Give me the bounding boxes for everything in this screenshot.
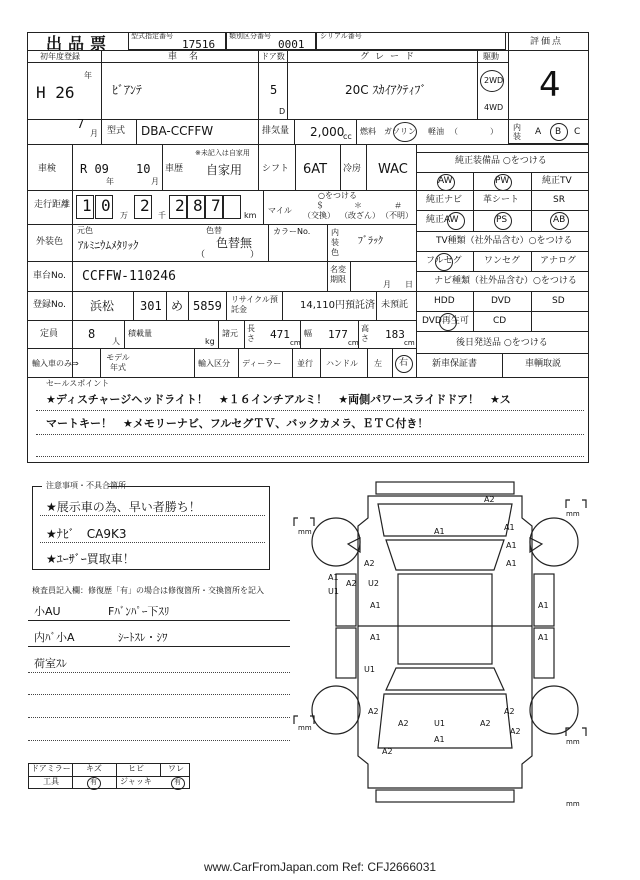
mileage-sen: 千 [158, 211, 166, 220]
later-warranty: 新車保証書 [432, 359, 478, 369]
inspection-month: 10 [136, 162, 151, 176]
mileage-digit-4: 2 [175, 196, 185, 215]
inspection-era: R 09 [80, 162, 109, 176]
equip-ab: AB [553, 215, 566, 225]
legend-crack: ヒビ [128, 764, 144, 773]
equip-sr: SR [553, 195, 565, 205]
score-label: 評価点 [530, 37, 564, 47]
notes-line-1: ★展示車の為、早い者勝ち！ [46, 500, 201, 514]
reg-area: 浜松 [90, 299, 115, 313]
tire-rr-unit: mm [566, 738, 580, 746]
tv-label: TV種類（社外品含む）○をつける [436, 236, 573, 246]
width-label: 幅 [304, 329, 312, 338]
doors-label: ドア数 [261, 52, 285, 61]
dmg-l-u2: U2 [368, 579, 379, 588]
car-name-value: ﾋﾞｱﾝﾃ [112, 83, 143, 97]
name-change-month: 月 [383, 280, 391, 289]
tire-lr-unit: mm [298, 724, 312, 732]
legend-tools-circle [87, 777, 101, 790]
type-no-value: 17516 [182, 38, 216, 51]
interior-a: A [535, 127, 542, 137]
legend-jack: ジャッキ [120, 777, 152, 786]
fuel-gasoline-circle [393, 122, 417, 142]
import-div-label: 輸入区分 [198, 359, 230, 368]
height-label: 高さ [361, 324, 369, 343]
tire-rf-unit: mm [566, 510, 580, 518]
mileage-digit-3: 2 [140, 196, 150, 215]
model-year-label: モデル年式 [106, 353, 130, 372]
dmg-lr-a2: A2 [368, 707, 379, 716]
width-cm: cm [348, 339, 359, 347]
tv-fullseg: フルセグ [426, 256, 462, 266]
later-label: 後日発送品 ○をつける [456, 338, 548, 348]
mileage-digit-5: 8 [193, 196, 203, 215]
capacity-label: 定員 [40, 329, 59, 339]
navi-hdd: HDD [434, 296, 455, 306]
first-reg-era: H 26 [36, 83, 75, 102]
equip-genuine-aw: 純正AW [426, 215, 459, 225]
ac-label: 冷房 [343, 164, 362, 174]
notes-line-2: ★ﾅﾋﾞ CA9K3 [46, 527, 127, 541]
first-reg-month: 7 [77, 117, 85, 131]
name-change-day: 日 [405, 280, 413, 289]
mileage-digit-2: 0 [101, 196, 111, 215]
inspector-line-2a: 内ﾊﾞ小A [34, 631, 75, 644]
model-label: 型式 [107, 126, 126, 136]
interior-b-circle [550, 123, 568, 141]
mileage-digit-6: 7 [211, 196, 221, 215]
equip-genuine-tv: 純正TV [542, 176, 572, 186]
equip-aw: AW [438, 176, 453, 186]
sales-line-1: ★ディスチャージヘッドライト！ ★１６インチアルミ！ ★両側パワースライドドア！ ★ス [46, 393, 511, 406]
handle-right-circle [395, 355, 413, 373]
doors-suffix: D [279, 107, 286, 116]
recycle-label: リサイクル預託金 [231, 295, 278, 314]
dmg-bumper-a2: A2 [382, 747, 393, 756]
equip-pw-circle [494, 174, 512, 191]
reg-kana: め [171, 299, 184, 313]
equip-genuine-navi: 純正ナビ [426, 195, 463, 205]
grade-value: 20C ｽｶｲｱｸﾃｨﾌﾞ [345, 83, 427, 97]
capacity-unit: 人 [112, 337, 120, 346]
mileage-man: 万 [120, 211, 128, 220]
load-unit: kg [205, 337, 215, 346]
legend-mirror: ドアミラー [31, 764, 71, 773]
color-now-value: 色替無 [216, 236, 253, 250]
usage-note: ※未記入は自家用 [195, 149, 250, 157]
notes-line-3: ★ﾕｰｻﾞｰ買取車！ [46, 552, 135, 566]
navi-sd: SD [552, 296, 565, 306]
meter-unknown-1: ＃ [394, 201, 402, 210]
chassis-label: 車台No. [33, 271, 66, 281]
notes-label: 注意事項・不具合箇所 [46, 481, 126, 490]
color-no-label: カラーNo. [273, 227, 311, 236]
length-label: 長さ [247, 324, 255, 343]
color-paren: （ ） [196, 250, 260, 260]
tv-oneseg: ワンセグ [484, 256, 521, 266]
meter-tamper-1: ＊ [354, 201, 362, 210]
equip-pw: PW [495, 176, 510, 186]
interior-c: C [574, 127, 581, 137]
first-reg-month-unit: 月 [90, 129, 98, 138]
navi-dvd: DVD [491, 296, 511, 306]
displacement-value: 2,000 [310, 125, 345, 139]
legend-jack-mark: 有 [174, 778, 181, 786]
name-change-label: 名変期限 [330, 265, 346, 284]
handle-label: ハンドル [326, 359, 358, 368]
navi-label: ナビ種類（社外品含む）○をつける [434, 276, 577, 286]
equip-ps: PS [496, 215, 508, 225]
drive-4wd: 4WD [484, 103, 504, 112]
inspection-month-unit: 月 [151, 177, 159, 186]
equip-leather: 革シート [483, 195, 520, 205]
footer-ref: www.CarFromJapan.com Ref: CFJ2666031 [203, 860, 437, 874]
tv-fullseg-circle [435, 253, 453, 271]
shift-label: シフト [262, 164, 290, 174]
displacement-unit: cc [343, 132, 352, 141]
length-value: 471 [270, 328, 290, 341]
meter-swap-2: （交換） [303, 211, 335, 220]
interior-color-value: ﾌﾞﾗｯｸ [358, 236, 383, 247]
handle-left: 左 [374, 359, 382, 368]
page-title: 出品票 [46, 34, 113, 53]
dmg-trunk-a1: A1 [434, 735, 445, 744]
legend-tools-mark: 有 [90, 778, 97, 786]
first-reg-year-unit: 年 [84, 71, 92, 80]
meter-unknown-2: （不明） [381, 211, 413, 220]
color-orig-value: ｱﾙﾐﾆｳﾑﾒﾀﾘｯｸ [78, 239, 139, 252]
meter-mile: マイル [268, 206, 292, 215]
dmg-l-a2: A2 [346, 579, 357, 588]
width-value: 177 [328, 328, 348, 341]
model-value: DBA-CCFFW [141, 124, 214, 138]
meter-swap-1: ＄ [316, 201, 324, 210]
legend-break: ワレ [168, 764, 184, 773]
equip-ab-circle [550, 212, 569, 230]
dmg-hood-a2: A2 [484, 495, 495, 504]
genuine-label: 純正装備品 ○をつける [455, 156, 547, 166]
inspector-line-1a: 小AU [34, 605, 61, 618]
dmg-l-u1: U1 [328, 587, 339, 596]
load-label: 積載量 [128, 329, 152, 338]
inspector-line-1b: Fﾊﾞﾝﾊﾟｰ下ｽﾘ [108, 605, 170, 618]
capacity-value: 8 [88, 327, 96, 341]
import-label: 輸入車のみ⇒ [32, 359, 79, 368]
serial-label: シリアル番号 [320, 32, 362, 40]
dmg-front-a1: A1 [434, 527, 445, 536]
dmg-l-a1: A1 [328, 573, 339, 582]
color-orig-label: 元色 [77, 226, 93, 235]
meter-note: ○をつける [318, 191, 357, 200]
score-value: 4 [539, 65, 561, 105]
usage-label: 車歴 [165, 164, 184, 174]
dmg-rear-a2: A2 [398, 719, 409, 728]
mileage-label: 走行距離 [34, 200, 71, 210]
inspection-year-unit: 年 [106, 177, 114, 186]
inspector-line-2b: ｼｰﾄｽﾚ・ｼﾜ [118, 631, 168, 644]
dmg-rr-a2b: A2 [510, 727, 521, 736]
interior-b: B [555, 127, 562, 137]
drive-2wd-circle [480, 70, 504, 92]
inspector-label: 検査員記入欄：修復歴「有」の場合は修復箇所・交換箇所を記入 [32, 586, 264, 595]
color-now-label: 色替 [206, 226, 222, 235]
class-no-label: 類別区分番号 [229, 32, 271, 40]
reg-num: 5859 [193, 299, 222, 313]
dmg-lf-a2: A2 [364, 559, 375, 568]
dmg-rr-a2: A2 [504, 707, 515, 716]
sales-line-2: マートキー！ ★メモリーナビ、フルセグＴＶ、バックカメラ、ＥＴＣ付き！ [46, 417, 429, 430]
inspection-label: 車検 [38, 164, 57, 174]
fuel-diesel: 軽油 [428, 127, 444, 136]
legend-tools: 工具 [43, 777, 59, 786]
mileage-digit-1: 1 [82, 196, 92, 215]
dmg-rf-a1b: A1 [506, 559, 517, 568]
fuel-other: （ ） [450, 127, 498, 136]
meter-tamper-2: （改ざん） [340, 211, 380, 220]
dmg-rear-u1: U1 [434, 719, 445, 728]
fuel-gasoline: ガソリン [384, 127, 416, 136]
drive-2wd: 2WD [484, 76, 504, 85]
tire-lf-unit: mm [298, 528, 312, 536]
dmg-rear-a2b: A2 [480, 719, 491, 728]
recycle-amount: 14,110円預託済 [300, 300, 375, 311]
tire-rear-unit: mm [566, 800, 580, 808]
equip-genuine-aw-circle [447, 212, 465, 230]
legend-scratch: キズ [86, 764, 102, 773]
mileage-unit: km [244, 211, 257, 220]
equip-aw-circle [437, 174, 455, 191]
type-no-label: 型式指定番号 [131, 32, 173, 40]
navi-dvd-play: DVD再生可 [422, 316, 469, 326]
dealer: ディーラー [242, 359, 282, 368]
dmg-rf-fender-a1: A1 [504, 523, 515, 532]
car-diagram [290, 478, 600, 808]
height-value: 183 [385, 328, 405, 341]
handle-right: 右 [399, 358, 409, 368]
later-manual: 車輌取説 [525, 359, 562, 369]
height-cm: cm [404, 339, 415, 347]
dims-label: 諸元 [222, 329, 238, 338]
drive-label: 駆動 [483, 52, 499, 61]
recycle-status: 未預託 [381, 300, 409, 310]
displacement-label: 排気量 [262, 126, 290, 136]
legend-jack-circle [171, 777, 185, 790]
sales-label: セールスポイント [46, 379, 110, 388]
color-label: 外装色 [36, 237, 64, 247]
grade-label: グレード [360, 52, 421, 62]
dmg-rf-door-a1: A1 [506, 541, 517, 550]
chassis-value: CCFFW-110246 [82, 269, 176, 284]
class-no-value: 0001 [278, 38, 305, 51]
length-cm: cm [290, 339, 301, 347]
inspector-line-3: 荷室ｽﾚ [34, 657, 67, 670]
dmg-r-a1b: A1 [538, 633, 549, 642]
navi-dvd-play-circle [439, 313, 457, 331]
first-reg-label: 初年度登録 [40, 52, 80, 61]
ac-value: WAC [378, 162, 408, 177]
navi-cd: CD [493, 316, 507, 326]
interior-color-label: 内装色 [331, 228, 339, 257]
fuel-label: 燃料 [360, 127, 376, 136]
reg-class: 301 [140, 299, 162, 313]
usage-value: 自家用 [206, 163, 243, 177]
interior-label: 内装 [513, 123, 521, 141]
dmg-r-a1: A1 [538, 601, 549, 610]
shift-value: 6AT [303, 162, 328, 177]
parallel: 並行 [297, 359, 313, 368]
car-name-label: 車名 [168, 52, 211, 62]
dmg-mid-a1: A1 [370, 633, 381, 642]
dmg-roof-a1: A1 [370, 601, 381, 610]
reg-label: 登録No. [33, 300, 66, 310]
doors-value: 5 [270, 83, 278, 97]
tv-analog: アナログ [540, 256, 577, 266]
equip-ps-circle [494, 212, 512, 230]
dmg-lr-u1: U1 [364, 665, 375, 674]
